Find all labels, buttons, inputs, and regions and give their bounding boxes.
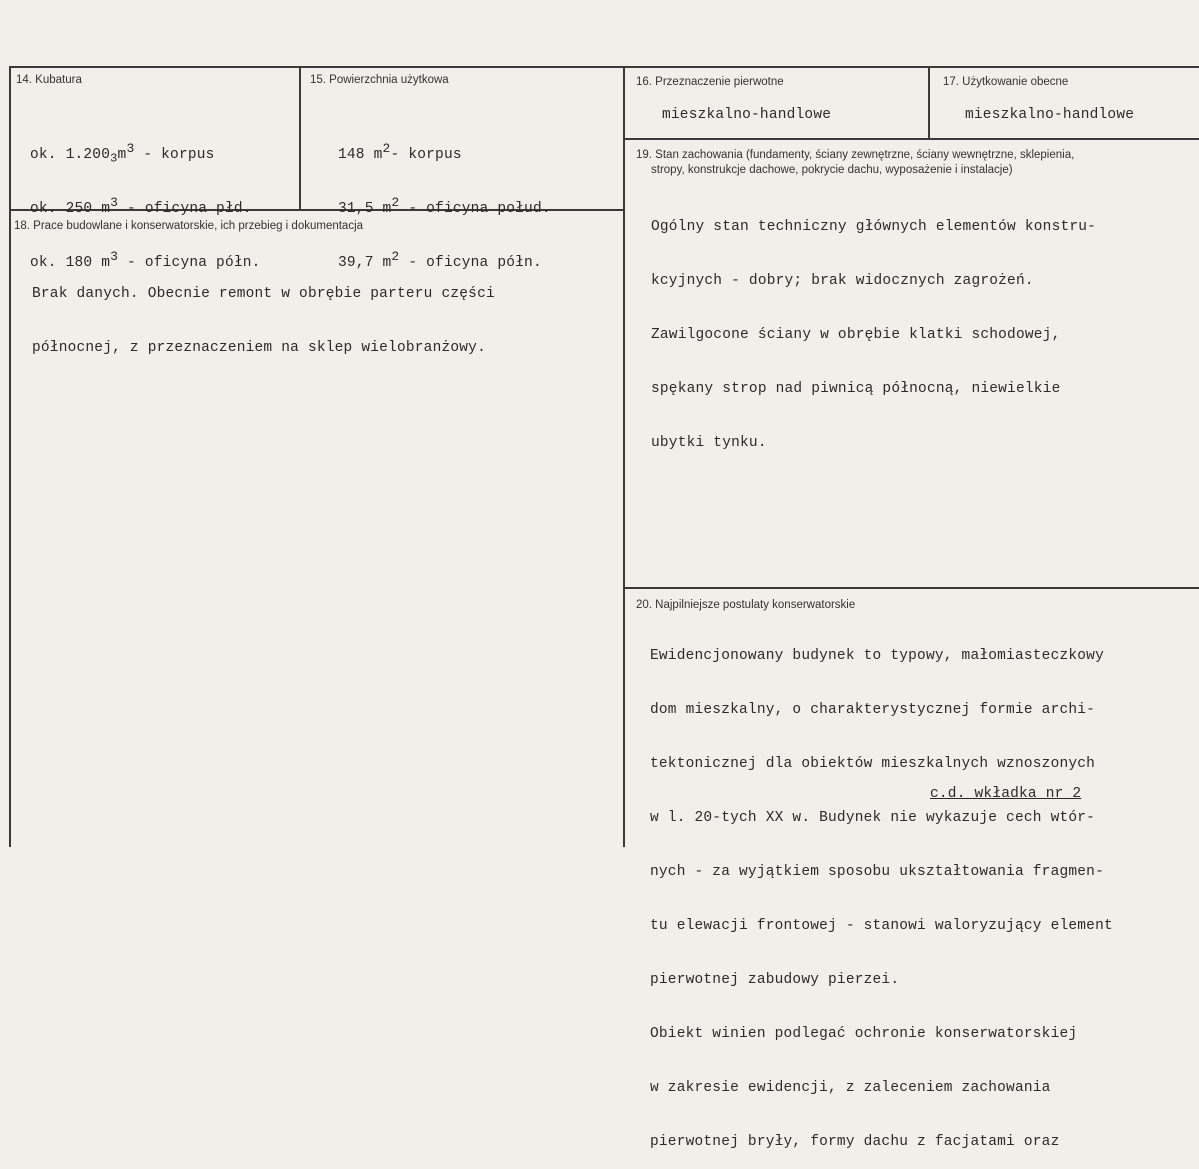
section-15-label: 15. Powierzchnia użytkowa (310, 74, 449, 86)
postulaty-line-7: pierwotnej zabudowy pierzei. (650, 972, 900, 988)
section-20-value (650, 611, 1113, 1169)
section-17-label: 17. Użytkowanie obecne (943, 76, 1069, 88)
section-17-value: mieszkalno-handlowe (965, 107, 1135, 123)
top-border (10, 66, 1199, 68)
kubatura-line-2: ok. 250 $m^3$ - oficyna płd. (30, 195, 252, 217)
postulaty-line-4: w l. 20-tych XX w. Budynek nie wykazuje cech wtór- (650, 810, 1096, 826)
prace-line-2: północnej, z przeznaczeniem na sklep wielobranżowy. (32, 340, 486, 356)
postulaty-line-3: tektonicznej dla obiektów mieszkalnych wznoszonych (650, 756, 1096, 772)
left-border (9, 66, 11, 847)
stan-line-2: kcyjnych - dobry; brak widocznych zagrożeń. (651, 273, 1034, 289)
divider-14-15 (299, 67, 301, 210)
stan-line-3: Zawilgocone ściany w obrębie klatki schodowej, (651, 327, 1061, 343)
kubatura-line-1: ok. $1.200_3m^3$ - korpus (30, 141, 215, 166)
section-19-label-line-1: 19. Stan zachowania (fundamenty, ściany zewnętrzne, ściany wewnętrzne, sklepienia, (636, 149, 1075, 161)
kubatura-line-3: ok. 180 $m^3$ - oficyna półn. (30, 249, 261, 271)
postulaty-line-8: Obiekt winien podlegać ochronie konserwatorskiej (650, 1026, 1078, 1042)
section-18-label: 18. Prace budowlane i konserwatorskie, ich przebieg i dokumentacja (14, 220, 364, 232)
divider-19-20 (624, 587, 1199, 589)
powierzchnia-line-1: 148 $m^2-$ korpus (338, 141, 462, 163)
section-16-label: 16. Przeznaczenie pierwotne (636, 76, 784, 88)
postulaty-line-9: w zakresie ewidencji, z zaleceniem zachowania (650, 1080, 1051, 1096)
section-19-label-line-2: stropy, konstrukcje dachowe, pokrycie dachu, wyposażenie i instalacje) (651, 164, 1013, 176)
section-18-value (32, 249, 495, 375)
postulaty-line-5: nych - za wyjątkiem sposobu ukształtowania fragmen- (650, 864, 1104, 880)
section-20-label: 20. Najpilniejsze postulaty konserwatorskie (636, 599, 856, 611)
postulaty-line-6: tu elewacji frontowej - stanowi waloryzujący element (650, 918, 1113, 934)
powierzchnia-line-2: 31,5 $m^2$ - oficyna połud. (338, 195, 551, 217)
postulaty-line-10: pierwotnej bryły, formy dachu z facjatami oraz (650, 1134, 1060, 1150)
section-14-label: 14. Kubatura (16, 74, 82, 86)
section-16-value: mieszkalno-handlowe (662, 107, 832, 123)
continued-note: c.d. wkładka nr 2 (930, 786, 1082, 802)
stan-line-4: spękany strop nad piwnicą północną, niewielkie (651, 381, 1061, 397)
stan-line-5: ubytki tynku. (651, 435, 767, 451)
postulaty-line-1: Ewidencjonowany budynek to typowy, małomiasteczkowy (650, 648, 1104, 664)
prace-line-1: Brak danych. Obecnie remont w obrębie parteru części (32, 286, 495, 302)
divider-16-19 (624, 138, 1199, 140)
divider-16-17 (928, 67, 930, 139)
powierzchnia-line-3: 39,7 $m^2$ - oficyna półn. (338, 249, 542, 271)
postulaty-line-2: dom mieszkalny, o charakterystycznej formie archi- (650, 702, 1096, 718)
divider-center (623, 67, 625, 847)
section-19-value (651, 182, 1096, 470)
stan-line-1: Ogólny stan techniczny głównych elementów konstru- (651, 219, 1097, 235)
